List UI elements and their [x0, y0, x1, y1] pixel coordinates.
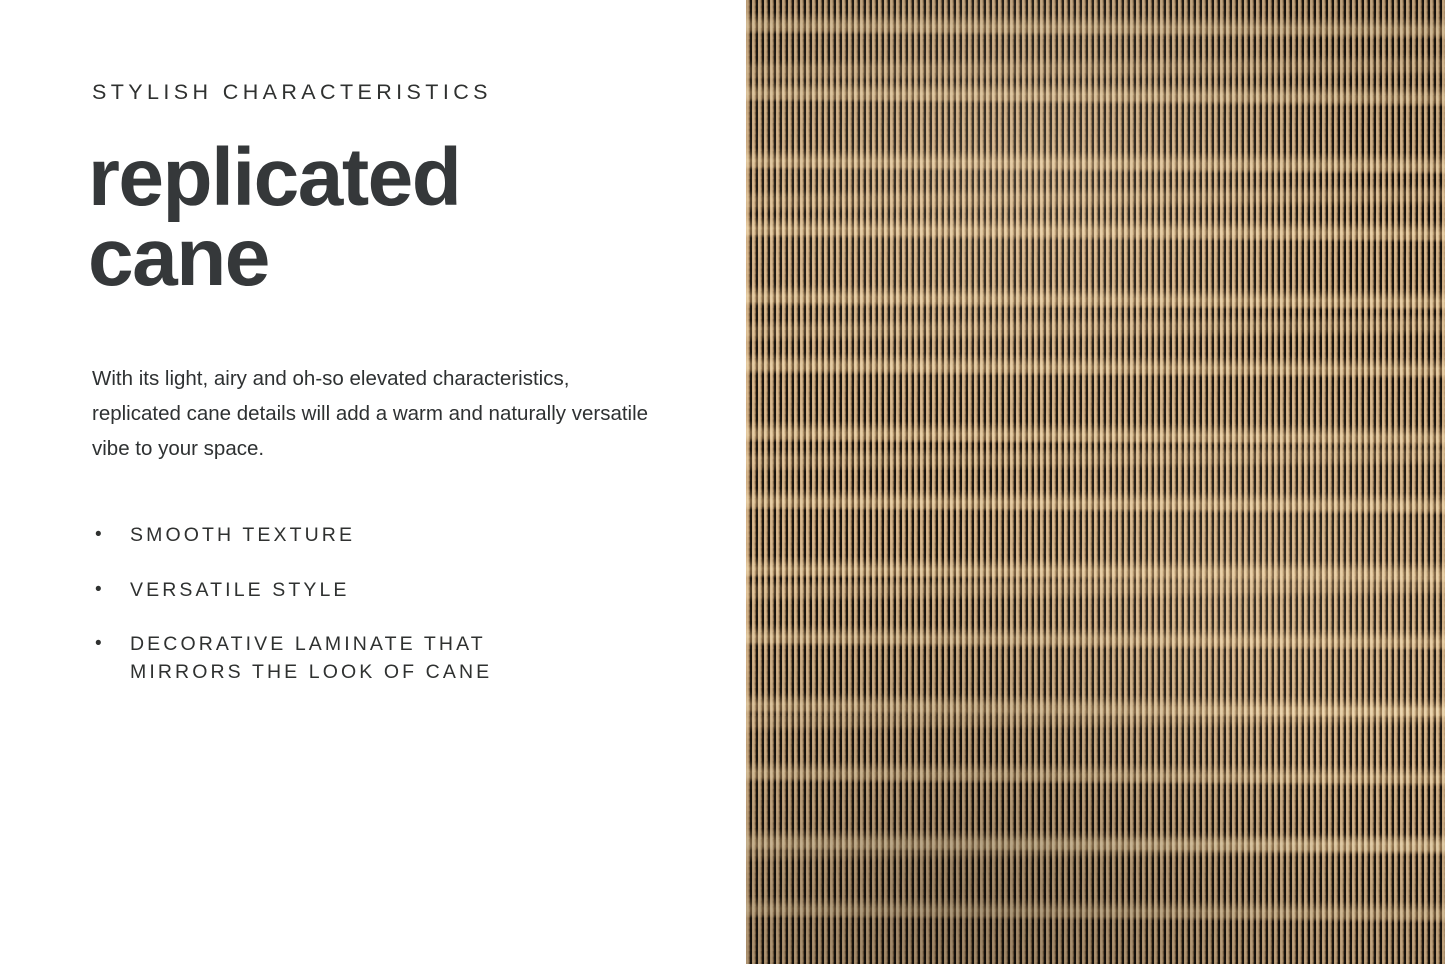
page-title-line-2: cane	[88, 212, 269, 304]
list-item	[92, 521, 666, 549]
list-item	[92, 630, 666, 687]
feature-label: DECORATIVE LAMINATE THAT MIRRORS THE LOOK OF CANE	[130, 632, 493, 684]
page-title	[88, 131, 666, 304]
feature-label: VERSATILE STYLE	[130, 578, 350, 601]
bullet-icon: •	[95, 524, 105, 546]
eyebrow-label: STYLISH CHARACTERISTICS	[92, 80, 492, 104]
body-paragraph: With its light, airy and oh-so elevated characteristics, replicated cane details will add a warm and naturally versatile vibe to your space.	[92, 366, 649, 461]
feature-list	[92, 521, 666, 686]
weave-reed-bands-secondary	[746, 0, 1445, 964]
cane-texture-image	[746, 0, 1445, 964]
bullet-icon: •	[95, 632, 105, 654]
feature-label: SMOOTH TEXTURE	[130, 524, 356, 547]
page-title-line-1: replicated	[88, 131, 461, 223]
bullet-icon: •	[95, 578, 105, 600]
list-item	[92, 576, 666, 604]
